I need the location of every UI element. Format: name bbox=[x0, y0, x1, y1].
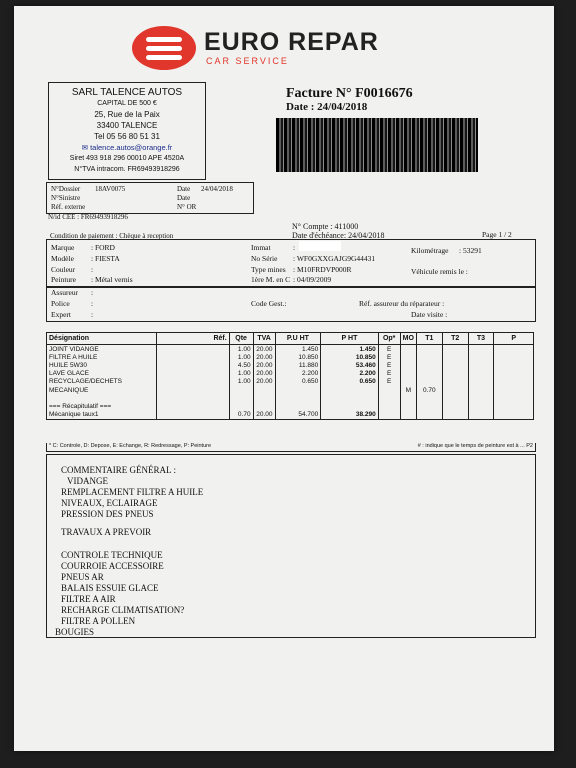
table-cell: 10.850 bbox=[321, 353, 379, 361]
modele-value: : FIESTA bbox=[91, 254, 120, 263]
table-cell bbox=[47, 394, 157, 402]
account-number: N° Compte : 411000 bbox=[292, 222, 359, 231]
comment-line: BALAIS ESSUIE GLACE bbox=[61, 583, 159, 593]
table-cell bbox=[400, 402, 416, 410]
garage-phone: Tel 05 56 80 51 31 bbox=[94, 132, 160, 141]
table-row bbox=[47, 402, 534, 410]
table-cell bbox=[156, 378, 229, 386]
garage-address-city: 33400 TALENCE bbox=[96, 121, 158, 130]
ref-assureur-label: Réf. assureur du réparateur : bbox=[359, 299, 445, 308]
table-cell: 2.200 bbox=[321, 370, 379, 378]
dossier-date-label: Date bbox=[177, 185, 191, 193]
table-cell bbox=[400, 411, 416, 420]
col-op: Op* bbox=[378, 333, 400, 345]
table-cell bbox=[494, 345, 534, 354]
col-t3: T3 bbox=[468, 333, 494, 345]
due-date: Date d'échéance: 24/04/2018 bbox=[292, 231, 385, 240]
brand-name: EURO REPAR bbox=[204, 28, 379, 56]
table-cell bbox=[494, 353, 534, 361]
table-cell bbox=[156, 370, 229, 378]
marque-value: : FORD bbox=[91, 243, 115, 252]
table-cell bbox=[468, 370, 494, 378]
table-cell bbox=[229, 394, 253, 402]
table-body bbox=[47, 345, 534, 420]
table-cell bbox=[321, 394, 379, 402]
table-cell: 54.700 bbox=[275, 411, 321, 420]
table-cell: E bbox=[378, 353, 400, 361]
cee-number: N/id CEE : FR69493918296 bbox=[48, 213, 128, 221]
table-cell: 1.450 bbox=[275, 345, 321, 354]
expert-label: Expert bbox=[51, 310, 71, 319]
garage-capital: CAPITAL DE 500 € bbox=[97, 100, 157, 107]
vehicle-return-label: Véhicule remis le : bbox=[411, 267, 468, 276]
col-t1: T1 bbox=[416, 333, 442, 345]
col-p-ht: P HT bbox=[321, 333, 379, 345]
table-cell: 1.00 bbox=[229, 378, 253, 386]
table-cell bbox=[400, 353, 416, 361]
immat-value: : bbox=[293, 243, 296, 252]
table-cell bbox=[156, 361, 229, 369]
comment-section-title: TRAVAUX A PREVOIR bbox=[61, 527, 152, 537]
dossier-label: N°Dossier bbox=[51, 185, 81, 193]
table-cell bbox=[494, 386, 534, 394]
table-cell bbox=[321, 386, 379, 394]
couleur-value: : bbox=[91, 265, 94, 274]
peinture-label: Peinture bbox=[51, 275, 76, 284]
table-cell bbox=[229, 402, 253, 410]
col-ref: Réf. bbox=[156, 333, 229, 345]
redacted-plate bbox=[299, 241, 341, 251]
col-qte: Qte bbox=[229, 333, 253, 345]
dossier-date-value: 24/04/2018 bbox=[201, 185, 233, 193]
payment-condition: Condition de paiement : Chèque à reception bbox=[50, 232, 174, 240]
table-row bbox=[47, 394, 534, 402]
table-cell bbox=[442, 370, 468, 378]
table-cell: 10.850 bbox=[275, 353, 321, 361]
logo-stroke bbox=[146, 55, 182, 60]
table-cell: 2.200 bbox=[275, 370, 321, 378]
table-header-row bbox=[47, 333, 534, 345]
date-visite-label: Date visite : bbox=[411, 310, 448, 319]
table-cell: 1.450 bbox=[321, 345, 379, 354]
table-cell bbox=[416, 353, 442, 361]
marque-label: Marque bbox=[51, 243, 75, 252]
table-cell bbox=[442, 411, 468, 420]
comment-line: BOUGIES bbox=[55, 627, 95, 637]
table-cell bbox=[468, 411, 494, 420]
table-cell: 20.00 bbox=[253, 345, 275, 354]
table-cell bbox=[416, 370, 442, 378]
code-gest-label: Code Gest.: bbox=[251, 299, 287, 308]
table-cell: 53.460 bbox=[321, 361, 379, 369]
table-cell: 0.650 bbox=[321, 378, 379, 386]
table-row bbox=[47, 378, 534, 386]
type-mines-label: Type mines bbox=[251, 265, 286, 274]
comment-line: REMPLACEMENT FILTRE A HUILE bbox=[61, 487, 204, 497]
table-cell bbox=[416, 345, 442, 354]
invoice-page bbox=[14, 6, 554, 751]
table-cell bbox=[468, 378, 494, 386]
comment-line: NIVEAUX, ECLAIRAGE bbox=[61, 498, 158, 508]
table-row bbox=[47, 411, 534, 420]
col-pu-ht: P.U HT bbox=[275, 333, 321, 345]
table-cell bbox=[494, 394, 534, 402]
table-cell bbox=[378, 402, 400, 410]
table-cell bbox=[416, 402, 442, 410]
sinistre-label: N°Sinistre bbox=[51, 194, 81, 202]
page-number: Page 1 / 2 bbox=[482, 230, 512, 239]
table-cell: E bbox=[378, 345, 400, 354]
type-mines-value: : M10FRDVP000R bbox=[293, 265, 352, 274]
table-cell: LAVE GLACE bbox=[47, 370, 157, 378]
operation-legend bbox=[46, 443, 536, 452]
col-designation: Désignation bbox=[47, 333, 157, 345]
mec-label: 1ère M. en C bbox=[251, 275, 291, 284]
garage-siret: Siret 493 918 296 00010 APE 4520A bbox=[69, 155, 185, 162]
comment-line: FILTRE A POLLEN bbox=[61, 616, 136, 626]
peinture-value: : Métal vernis bbox=[91, 275, 133, 284]
table-cell: 20.00 bbox=[253, 378, 275, 386]
table-cell bbox=[468, 361, 494, 369]
garage-email-text: talence.autos@orange.fr bbox=[90, 143, 173, 152]
table-cell bbox=[156, 345, 229, 354]
table-cell bbox=[442, 361, 468, 369]
serie-value: : WF0GXXGAJG9G44431 bbox=[293, 254, 376, 263]
serie-label: No Série bbox=[251, 254, 278, 263]
modele-label: Modèle bbox=[51, 254, 74, 263]
table-cell bbox=[442, 353, 468, 361]
table-cell bbox=[253, 402, 275, 410]
comment-line: PRESSION DES PNEUS bbox=[61, 509, 154, 519]
brand-tagline: CAR SERVICE bbox=[206, 56, 289, 66]
table-cell: 1.00 bbox=[229, 353, 253, 361]
table-cell: 1.00 bbox=[229, 345, 253, 354]
table-cell: M bbox=[400, 386, 416, 394]
assureur-label: Assureur bbox=[51, 288, 79, 297]
invoice-number: Facture N° F0016676 bbox=[286, 86, 413, 101]
or-label: N° OR bbox=[177, 203, 197, 211]
table-cell: 20.00 bbox=[253, 353, 275, 361]
vehicle-box bbox=[46, 239, 536, 288]
sinistre-date-label: Date bbox=[177, 194, 191, 202]
table-cell bbox=[400, 361, 416, 369]
table-cell bbox=[400, 378, 416, 386]
table-cell bbox=[275, 402, 321, 410]
table-cell bbox=[275, 394, 321, 402]
table-cell: E bbox=[378, 378, 400, 386]
table-cell bbox=[378, 411, 400, 420]
table-cell: 20.00 bbox=[253, 411, 275, 420]
comment-line: CONTROLE TECHNIQUE bbox=[61, 550, 163, 560]
table-cell bbox=[442, 378, 468, 386]
comment-title: COMMENTAIRE GÉNÉRAL : bbox=[61, 465, 176, 475]
insurance-box bbox=[46, 286, 536, 322]
table-cell bbox=[400, 370, 416, 378]
table-cell: RECYCLAGE/DECHETS bbox=[47, 378, 157, 386]
col-tva: TVA bbox=[253, 333, 275, 345]
table-row bbox=[47, 386, 534, 394]
redacted-customer-address bbox=[276, 118, 478, 172]
table-cell: 20.00 bbox=[253, 370, 275, 378]
table-cell: === Récapitulatif === bbox=[47, 402, 157, 410]
table-cell bbox=[275, 386, 321, 394]
table-cell bbox=[378, 386, 400, 394]
logo-stroke bbox=[146, 46, 182, 51]
table-cell: 11.880 bbox=[275, 361, 321, 369]
comment-line: PNEUS AR bbox=[61, 572, 104, 582]
table-cell bbox=[416, 378, 442, 386]
table-cell bbox=[494, 370, 534, 378]
table-cell bbox=[156, 394, 229, 402]
table-cell bbox=[229, 386, 253, 394]
dossier-value: 18AV0075 bbox=[95, 185, 126, 193]
police-colon: : bbox=[91, 299, 94, 308]
table-cell bbox=[442, 394, 468, 402]
table-cell bbox=[442, 402, 468, 410]
table-cell: FILTRE A HUILE bbox=[47, 353, 157, 361]
comment-line: VIDANGE bbox=[67, 476, 108, 486]
table-cell bbox=[468, 394, 494, 402]
table-cell: JOINT VIDANGE bbox=[47, 345, 157, 354]
assureur-colon: : bbox=[91, 288, 94, 297]
table-cell bbox=[156, 386, 229, 394]
table-cell: Mécanique taux1 bbox=[47, 411, 157, 420]
table-cell: HUILE 5W30 bbox=[47, 361, 157, 369]
table-cell bbox=[468, 345, 494, 354]
table-row bbox=[47, 345, 534, 354]
table-cell: 0.650 bbox=[275, 378, 321, 386]
legend-left: * C: Controle, D: Depose, E: Echange, R: Redressage, P: Peinture bbox=[49, 443, 212, 449]
table-row bbox=[47, 370, 534, 378]
garage-email[interactable] bbox=[49, 142, 205, 153]
table-cell bbox=[468, 353, 494, 361]
legend-right: # : indique que le temps de peinture est à ... P2 bbox=[417, 443, 533, 449]
table-cell bbox=[416, 361, 442, 369]
couleur-label: Couleur bbox=[51, 265, 76, 274]
police-label: Police bbox=[51, 299, 70, 308]
table-cell bbox=[494, 378, 534, 386]
table-cell bbox=[442, 345, 468, 354]
table-cell bbox=[321, 402, 379, 410]
table-cell: 4.50 bbox=[229, 361, 253, 369]
email-icon: ✉ bbox=[81, 143, 91, 152]
table-cell bbox=[156, 353, 229, 361]
table-cell bbox=[416, 394, 442, 402]
km-value: : 53291 bbox=[459, 246, 482, 255]
table-row bbox=[47, 361, 534, 369]
invoice-lines-table bbox=[46, 332, 534, 420]
comments-box bbox=[46, 454, 536, 638]
euro-repar-logo-icon bbox=[132, 26, 196, 70]
col-mo: MO bbox=[400, 333, 416, 345]
garage-address-street: 25, Rue de la Paix bbox=[94, 110, 160, 119]
table-cell bbox=[400, 394, 416, 402]
comment-line: FILTRE A AIR bbox=[61, 594, 116, 604]
table-cell bbox=[253, 394, 275, 402]
table-cell: 38.290 bbox=[321, 411, 379, 420]
table-cell: 0.70 bbox=[229, 411, 253, 420]
comment-line: RECHARGE CLIMATISATION? bbox=[61, 605, 185, 615]
garage-info-box bbox=[48, 82, 206, 180]
km-label: Kilométrage bbox=[411, 246, 449, 255]
table-row bbox=[47, 353, 534, 361]
table-cell: E bbox=[378, 361, 400, 369]
table-cell bbox=[494, 402, 534, 410]
logo-stroke bbox=[146, 37, 182, 42]
expert-colon: : bbox=[91, 310, 94, 319]
garage-name: SARL TALENCE AUTOS bbox=[71, 87, 183, 98]
immat-label: Immat bbox=[251, 243, 271, 252]
col-t2: T2 bbox=[442, 333, 468, 345]
mec-value: : 04/09/2009 bbox=[293, 275, 332, 284]
garage-tva: N°TVA intracom. FR69493918296 bbox=[74, 166, 180, 173]
table-cell bbox=[156, 402, 229, 410]
table-cell bbox=[494, 411, 534, 420]
table-cell: 1.00 bbox=[229, 370, 253, 378]
table-cell bbox=[442, 386, 468, 394]
table-cell bbox=[468, 402, 494, 410]
table-cell: E bbox=[378, 370, 400, 378]
table-cell bbox=[156, 411, 229, 420]
table-cell bbox=[468, 386, 494, 394]
table-cell: MECANIQUE bbox=[47, 386, 157, 394]
invoice-date: Date : 24/04/2018 bbox=[286, 101, 368, 113]
dossier-box bbox=[46, 182, 254, 214]
table-cell bbox=[416, 411, 442, 420]
table-cell bbox=[253, 386, 275, 394]
table-cell bbox=[378, 394, 400, 402]
comment-line: COURROIE ACCESSOIRE bbox=[61, 561, 164, 571]
table-cell: 20.00 bbox=[253, 361, 275, 369]
col-p: P bbox=[494, 333, 534, 345]
ref-externe-label: Réf. externe bbox=[51, 203, 86, 211]
table-cell: 0.70 bbox=[416, 386, 442, 394]
table-cell bbox=[400, 345, 416, 354]
table-cell bbox=[494, 361, 534, 369]
